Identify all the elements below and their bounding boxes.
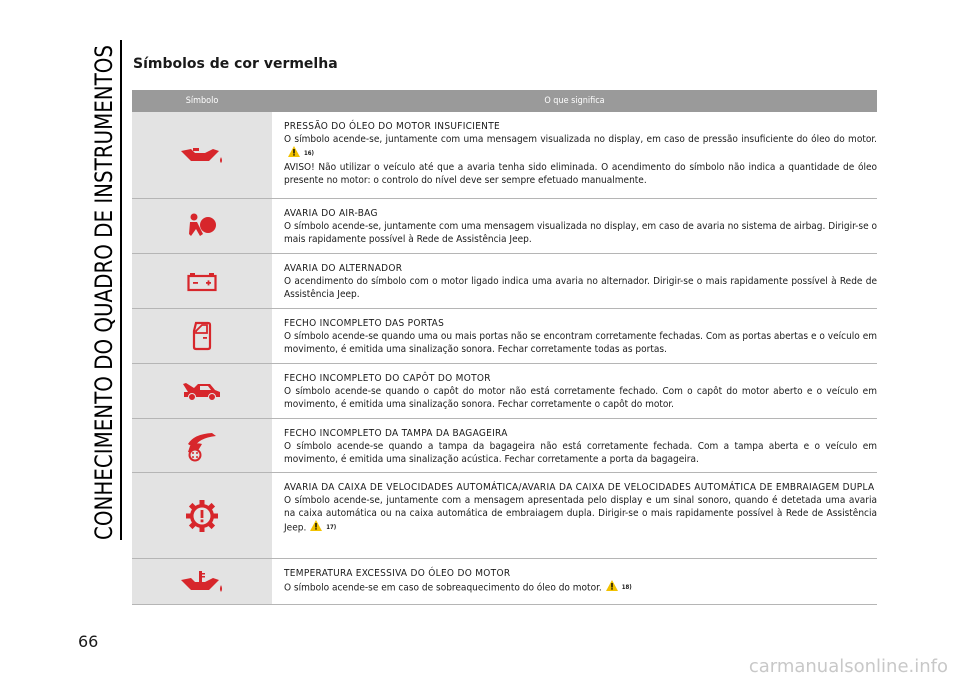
battery-icon bbox=[187, 270, 217, 292]
table-header bbox=[132, 90, 877, 112]
reference-number: 16) bbox=[304, 150, 314, 157]
header-meaning: O que significa bbox=[544, 96, 605, 106]
table-row bbox=[132, 473, 877, 559]
table-row bbox=[132, 364, 877, 419]
symbol-cell bbox=[132, 199, 272, 253]
reference-number: 17) bbox=[326, 524, 337, 531]
row-title: FECHO INCOMPLETO DA TAMPA DA BAGAGEIRA bbox=[284, 428, 508, 439]
symbol-cell bbox=[132, 559, 272, 604]
hood-open-icon bbox=[182, 380, 222, 402]
reference-number: 18) bbox=[621, 584, 632, 591]
footer-watermark: carmanualsonline.info bbox=[748, 656, 948, 677]
section-title: Símbolos de cor vermelha bbox=[133, 56, 338, 72]
meaning-cell bbox=[272, 473, 877, 558]
meaning-cell bbox=[272, 199, 877, 253]
row-title: AVARIA DO ALTERNADOR bbox=[284, 263, 403, 274]
row-text: O símbolo acende-se quando o capôt do motor não está corretamente fechado. Com o capôt do motor aberto e o veículo em movimento, é emitida uma sinalização sonora. Fechar corretamente o capôt do motor. bbox=[284, 386, 877, 410]
warning-triangle-icon bbox=[606, 580, 618, 595]
row-text: O símbolo acende-se, juntamente com uma mensagem visualizada no display, em caso de avaria no sistema de airbag. Dirigir-se o mais rapidamente possível à Rede de Assistência Jeep. bbox=[284, 221, 877, 245]
meaning-cell bbox=[272, 309, 877, 363]
side-chapter-title bbox=[72, 40, 124, 540]
symbol-cell bbox=[132, 254, 272, 308]
row-title: TEMPERATURA EXCESSIVA DO ÓLEO DO MOTOR bbox=[284, 568, 511, 579]
door-open-icon bbox=[192, 321, 212, 351]
oil-temperature-icon bbox=[179, 570, 225, 594]
symbol-cell bbox=[132, 473, 272, 558]
airbag-icon bbox=[187, 212, 217, 240]
symbols-table bbox=[132, 90, 877, 605]
symbol-cell bbox=[132, 112, 272, 198]
transmission-fault-icon bbox=[185, 499, 219, 533]
page-number: 66 bbox=[78, 632, 99, 651]
row-text: O símbolo acende-se quando uma ou mais portas não se encontram corretamente fechadas. Com as portas abertas e o veículo em movimento, é emitida uma sinalização sonora. Fechar corretamente todas as portas. bbox=[284, 331, 877, 355]
meaning-cell bbox=[272, 559, 877, 604]
meaning-cell bbox=[272, 254, 877, 308]
row-text: O símbolo acende-se quando a tampa da bagageira não está corretamente fechada. Com a tampa aberta e o veículo em movimento, é emitida uma sinalização acústica. Fechar corretamente a porta da bagageira. bbox=[284, 441, 877, 465]
row-text: O símbolo acende-se em caso de sobreaquecimento do óleo do motor. bbox=[284, 582, 602, 594]
table-row bbox=[132, 254, 877, 309]
side-chapter-title-text: CONHECIMENTO DO QUADRO DE INSTRUMENTOS bbox=[90, 40, 118, 540]
header-symbol: Símbolo bbox=[185, 96, 219, 106]
row-text: O acendimento do símbolo com o motor ligado indica uma avaria no alternador. Dirigir-se o mais rapidamente possível à Rede de Assistência Jeep. bbox=[284, 276, 877, 300]
row-text: O símbolo acende-se, juntamente com a mensagem apresentada pelo display e um sinal sonoro, quando é detetada uma avaria na caixa automática ou na caixa automática de embraiagem dupla. Dirigir-se o mais rapidamente possível à Rede de Assistência Jeep. bbox=[284, 495, 877, 534]
table-row bbox=[132, 559, 877, 605]
meaning-cell bbox=[272, 419, 877, 472]
symbol-cell bbox=[132, 309, 272, 363]
row-text: O símbolo acende-se, juntamente com uma mensagem visualizada no display, em caso de pressão insuficiente do óleo do motor. bbox=[284, 134, 877, 145]
table-row bbox=[132, 309, 877, 364]
symbol-cell bbox=[132, 419, 272, 472]
side-rule bbox=[120, 40, 122, 540]
tailgate-open-icon bbox=[186, 430, 218, 462]
oil-pressure-icon bbox=[179, 145, 225, 165]
row-title: PRESSÃO DO ÓLEO DO MOTOR INSUFICIENTE bbox=[284, 121, 500, 132]
table-row bbox=[132, 112, 877, 199]
row-title: FECHO INCOMPLETO DAS PORTAS bbox=[284, 318, 445, 329]
row-title: AVARIA DA CAIXA DE VELOCIDADES AUTOMÁTICA/AVARIA DA CAIXA DE VELOCIDADES AUTOMÁTICA DE EMBRAIAGEM DUPLA bbox=[284, 482, 875, 493]
table-row bbox=[132, 419, 877, 473]
symbol-cell bbox=[132, 364, 272, 418]
row-title: FECHO INCOMPLETO DO CAPÔT DO MOTOR bbox=[284, 373, 491, 384]
row-title: AVARIA DO AIR-BAG bbox=[284, 208, 378, 219]
table-row bbox=[132, 199, 877, 254]
warning-triangle-icon bbox=[288, 146, 300, 161]
warning-triangle-icon bbox=[310, 520, 322, 535]
row-extra: AVISO! Não utilizar o veículo até que a avaria tenha sido eliminada. O acendimento do símbolo não indica a quantidade de óleo presente no motor: o controlo do nível deve ser sempre efetuado manualmente. bbox=[284, 162, 877, 186]
meaning-cell bbox=[272, 112, 877, 198]
meaning-cell bbox=[272, 364, 877, 418]
